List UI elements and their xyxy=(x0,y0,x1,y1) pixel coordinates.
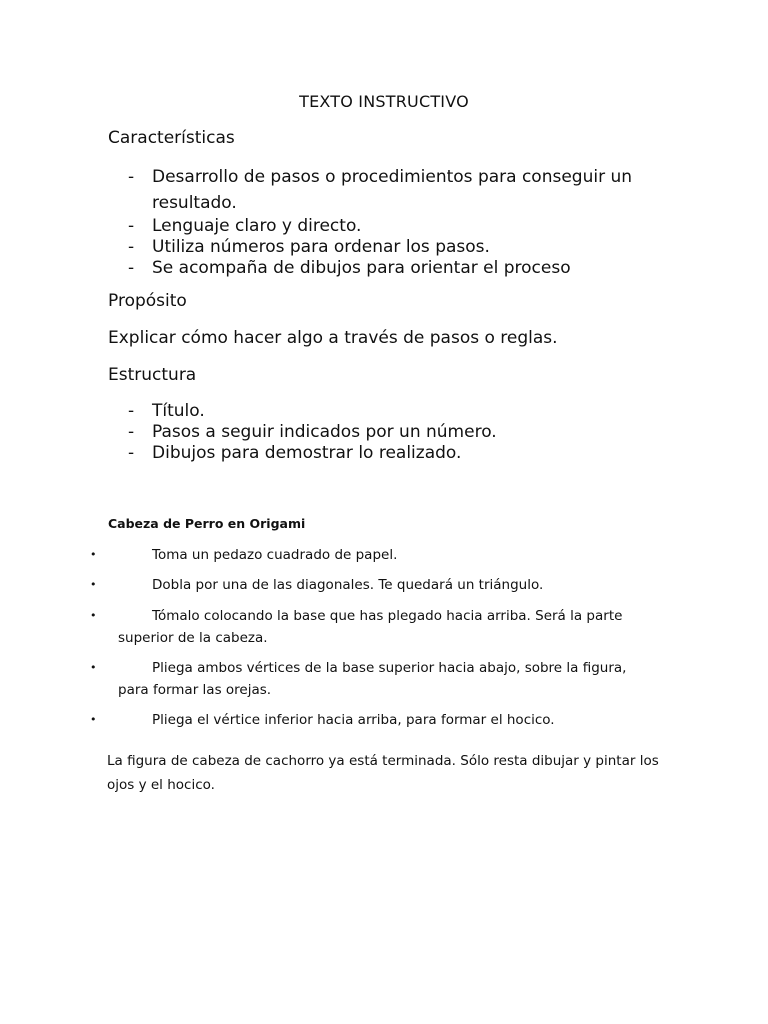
step-text: Pliega el vértice inferior hacia arriba, para formar el hocico. xyxy=(152,712,555,728)
proposito-text: Explicar cómo hacer algo a través de pasos o reglas. xyxy=(108,328,558,348)
origami-step xyxy=(90,709,650,731)
list-item xyxy=(128,216,672,237)
list-item xyxy=(128,237,672,258)
list-item xyxy=(128,164,672,216)
origami-title: Cabeza de Perro en Origami xyxy=(108,516,306,531)
caracteristicas-heading: Características xyxy=(108,128,235,148)
bullet-marker: • xyxy=(90,661,97,674)
list-item-text: Pasos a seguir indicados por un número. xyxy=(152,422,497,442)
dash-marker: - xyxy=(128,167,135,187)
step-text: Pliega ambos vértices de la base superior hacia abajo, sobre la figura, xyxy=(152,660,627,676)
step-text: Tómalo colocando la base que has plegado hacia arriba. Será la parte xyxy=(152,608,623,624)
step-text-continued: superior de la cabeza. xyxy=(118,630,268,646)
bullet-marker: • xyxy=(90,713,97,726)
origami-step xyxy=(90,605,650,649)
origami-step xyxy=(90,544,650,566)
caracteristicas-list xyxy=(128,164,672,279)
estructura-heading: Estructura xyxy=(108,365,197,385)
dash-marker: - xyxy=(128,237,135,257)
proposito-heading: Propósito xyxy=(108,291,187,311)
list-item-text: Lenguaje claro y directo. xyxy=(152,216,362,236)
list-item xyxy=(128,258,672,279)
bullet-marker: • xyxy=(90,578,97,591)
dash-marker: - xyxy=(128,422,135,442)
origami-step xyxy=(90,574,650,596)
dash-marker: - xyxy=(128,401,135,421)
step-text: Dobla por una de las diagonales. Te quedará un triángulo. xyxy=(152,577,544,593)
list-item-text: Utiliza números para ordenar los pasos. xyxy=(152,237,490,257)
estructura-list xyxy=(128,401,672,464)
list-item xyxy=(128,422,672,443)
document-title: TEXTO INSTRUCTIVO xyxy=(299,92,469,111)
bullet-marker: • xyxy=(90,609,97,622)
bullet-marker: • xyxy=(90,548,97,561)
list-item xyxy=(128,401,672,422)
step-text-continued: para formar las orejas. xyxy=(118,682,272,698)
dash-marker: - xyxy=(128,258,135,278)
dash-marker: - xyxy=(128,443,135,463)
origami-step xyxy=(90,657,650,701)
dash-marker: - xyxy=(128,216,135,236)
list-item-text: Dibujos para demostrar lo realizado. xyxy=(152,443,462,463)
list-item xyxy=(128,443,672,464)
list-item-text: Título. xyxy=(152,401,205,421)
list-item-text: Se acompaña de dibujos para orientar el proceso xyxy=(152,258,571,278)
list-item-text: Desarrollo de pasos o procedimientos para conseguir un resultado. xyxy=(152,167,633,213)
closing-paragraph: La figura de cabeza de cachorro ya está terminada. Sólo resta dibujar y pintar los ojos y el hocico. xyxy=(107,753,659,793)
step-text: Toma un pedazo cuadrado de papel. xyxy=(152,547,398,563)
